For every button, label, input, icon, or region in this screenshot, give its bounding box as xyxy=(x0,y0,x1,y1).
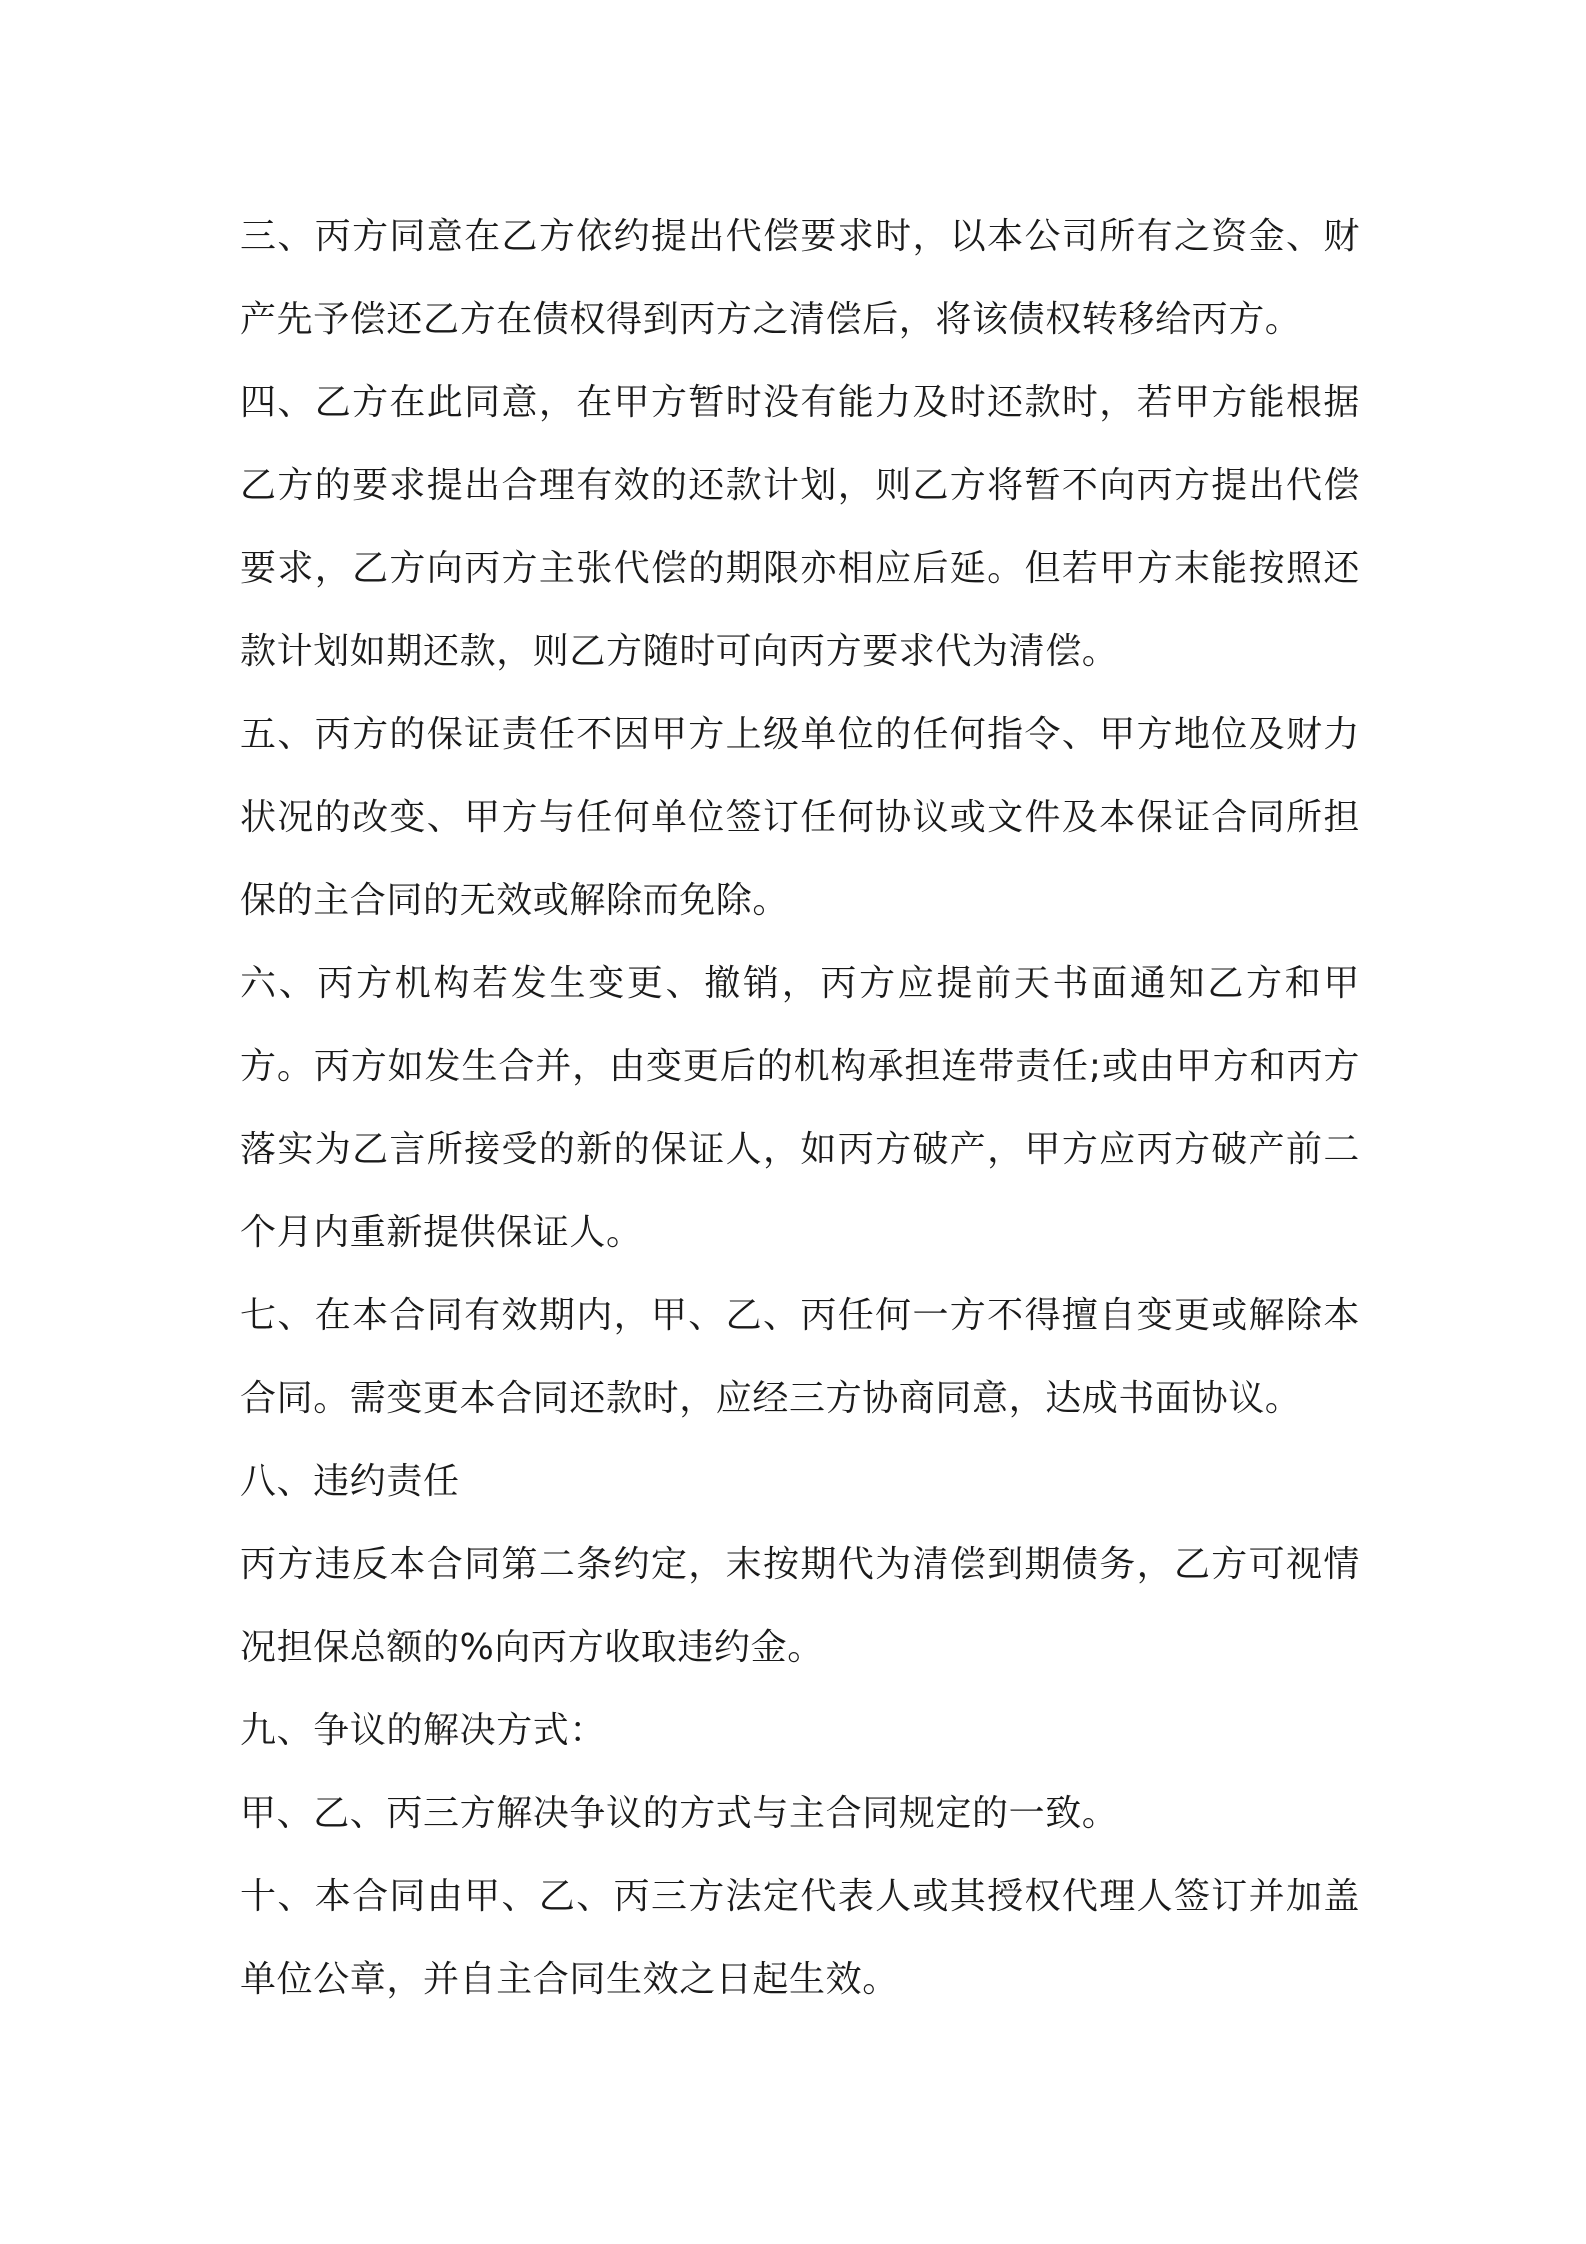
document-body xyxy=(240,195,1360,2021)
clause-8-heading: 八、违约责任 xyxy=(240,1461,460,1502)
clause-4-paragraph: 四、乙方在此同意，在甲方暂时没有能力及时还款时，若甲方能根据乙方的要求提出合理有效的还款计划，则乙方将暂不向丙方提出代偿要求，乙方向丙方主张代偿的期限亦相应后延。但若甲方末能按照还款计划如期还款，则乙方随时可向丙方要求代为清偿。 xyxy=(240,382,1360,672)
clause-7-paragraph: 七、在本合同有效期内，甲、乙、丙任何一方不得擅自变更或解除本合同。需变更本合同还款时，应经三方协商同意，达成书面协议。 xyxy=(240,1295,1360,1419)
clause-3-paragraph: 三、丙方同意在乙方依约提出代偿要求时，以本公司所有之资金、财产先予偿还乙方在债权得到丙方之清偿后，将该债权转移给丙方。 xyxy=(240,216,1360,340)
clause-10-paragraph: 十、本合同由甲、乙、丙三方法定代表人或其授权代理人签订并加盖单位公章，并自主合同生效之日起生效。 xyxy=(240,1876,1360,2000)
clause-6-paragraph: 六、丙方机构若发生变更、撤销，丙方应提前天书面通知乙方和甲方。丙方如发生合并，由变更后的机构承担连带责任;或由甲方和丙方落实为乙言所接受的新的保证人，如丙方破产，甲方应丙方破产前二个月内重新提供保证人。 xyxy=(240,963,1360,1253)
clause-9-heading: 九、争议的解决方式： xyxy=(240,1710,607,1751)
clause-5-paragraph: 五、丙方的保证责任不因甲方上级单位的任何指令、甲方地位及财力状况的改变、甲方与任何单位签订任何协议或文件及本保证合同所担保的主合同的无效或解除而免除。 xyxy=(240,714,1360,921)
clause-9-body: 甲、乙、丙三方解决争议的方式与主合同规定的一致。 xyxy=(240,1793,1119,1834)
clause-8-body: 丙方违反本合同第二条约定，末按期代为清偿到期债务，乙方可视情况担保总额的%向丙方收取违约金。 xyxy=(240,1544,1360,1668)
